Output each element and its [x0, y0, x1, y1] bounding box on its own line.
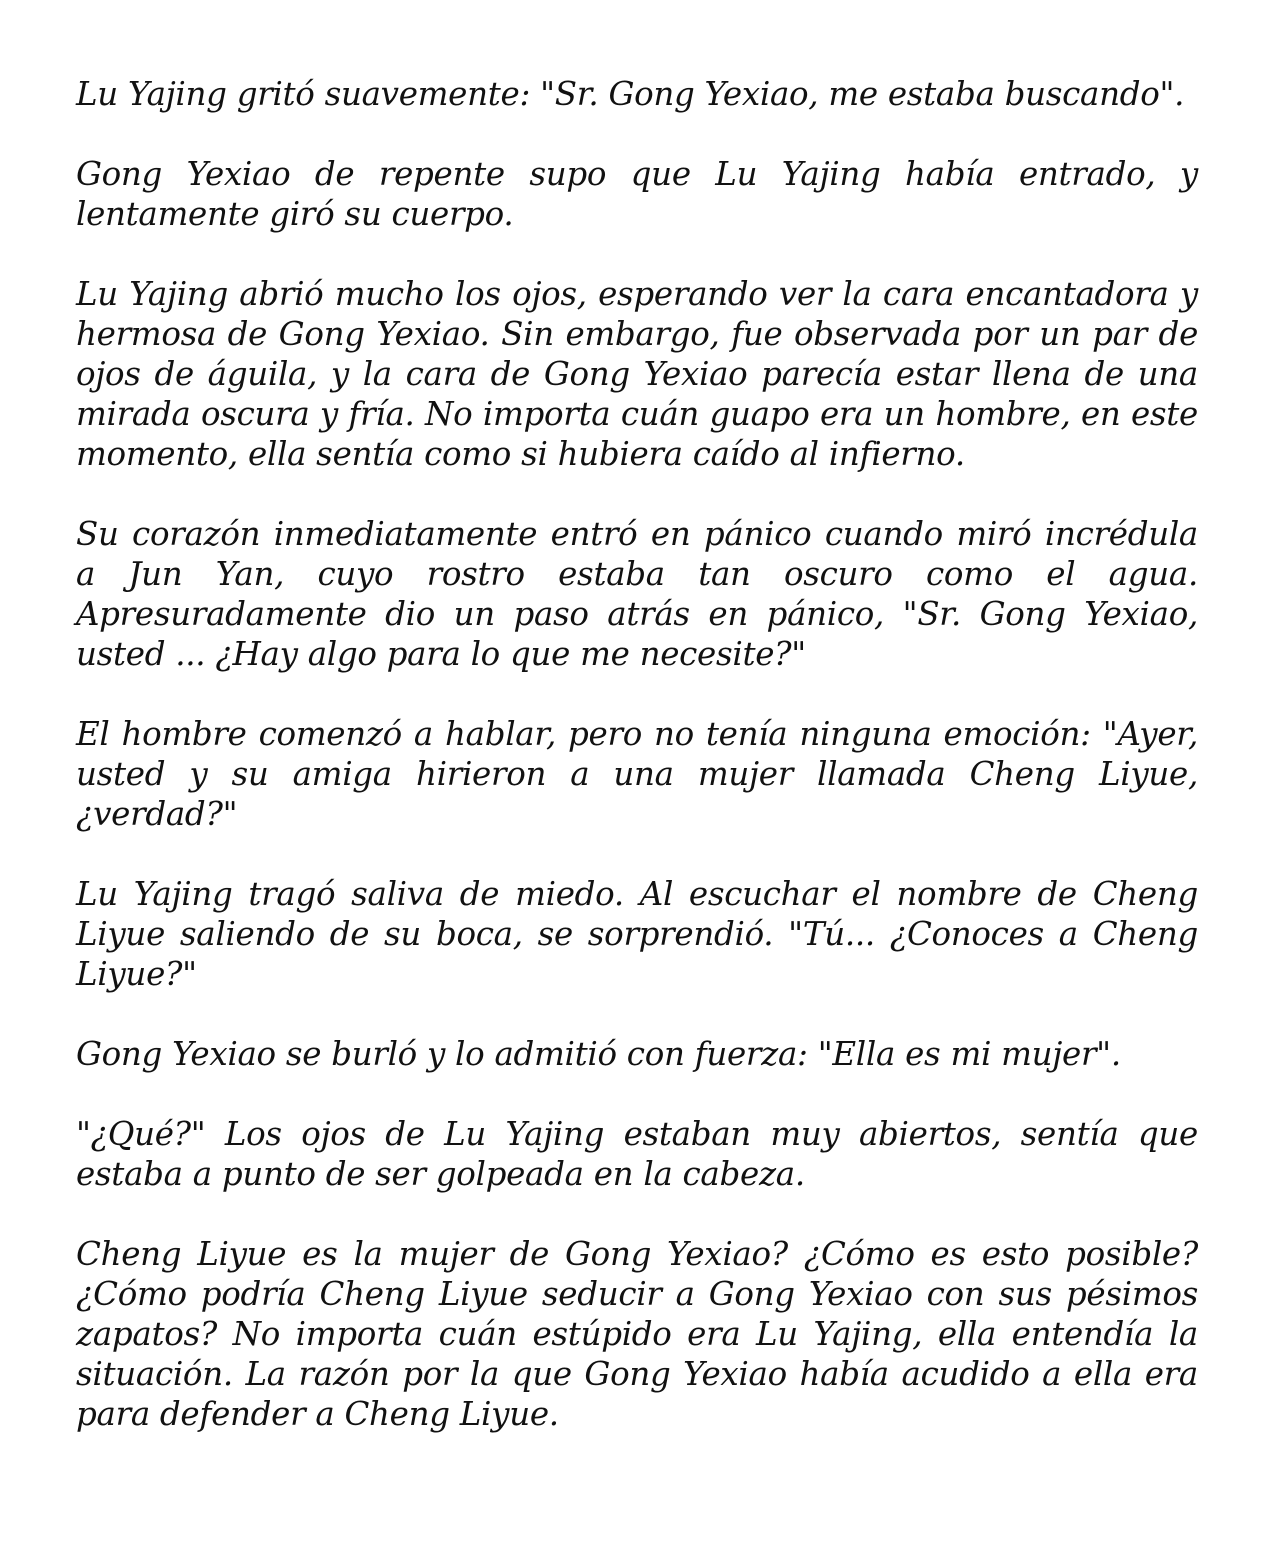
paragraph-3: Lu Yajing abrió mucho los ojos, esperando ver la cara encantadora y hermosa de Gong Yexiao. Sin embargo, fue observada por un par de ojos de águila, y la cara de Gong Yexiao parecía estar llena de una mirada oscura y fría. No importa cuán guapo era un hombre, en este momento, ella sentía como si hubiera caído al infierno.	[76, 275, 1198, 473]
paragraph-8: "¿Qué?" Los ojos de Lu Yajing estaban muy abiertos, sentía que estaba a punto de ser golpeada en la cabeza.	[76, 1115, 1198, 1193]
paragraph-2: Gong Yexiao de repente supo que Lu Yajing había entrado, y lentamente giró su cuerpo.	[76, 155, 1198, 233]
paragraph-9: Cheng Liyue es la mujer de Gong Yexiao? ¿Cómo es esto posible? ¿Cómo podría Cheng Liyue seducir a Gong Yexiao con sus pésimos zapatos? No importa cuán estúpido era Lu Yajing, ella entendía la situación. La razón por la que Gong Yexiao había acudido a ella era para defender a Cheng Liyue.	[76, 1235, 1198, 1433]
document-body	[76, 74, 1198, 1434]
paragraph-6: Lu Yajing tragó saliva de miedo. Al escuchar el nombre de Cheng Liyue saliendo de su boca, se sorprendió. "Tú... ¿Conoces a Cheng Liyue?"	[76, 875, 1198, 993]
paragraph-4: Su corazón inmediatamente entró en pánico cuando miró incrédula a Jun Yan, cuyo rostro estaba tan oscuro como el agua. Apresuradamente dio un paso atrás en pánico, "Sr. Gong Yexiao, usted ... ¿Hay algo para lo que me necesite?"	[76, 515, 1198, 673]
paragraph-5: El hombre comenzó a hablar, pero no tenía ninguna emoción: "Ayer, usted y su amiga hirieron a una mujer llamada Cheng Liyue, ¿verdad?"	[76, 715, 1198, 833]
paragraph-1: Lu Yajing gritó suavemente: "Sr. Gong Yexiao, me estaba buscando".	[76, 75, 1185, 113]
paragraph-7: Gong Yexiao se burló y lo admitió con fuerza: "Ella es mi mujer".	[76, 1035, 1121, 1073]
